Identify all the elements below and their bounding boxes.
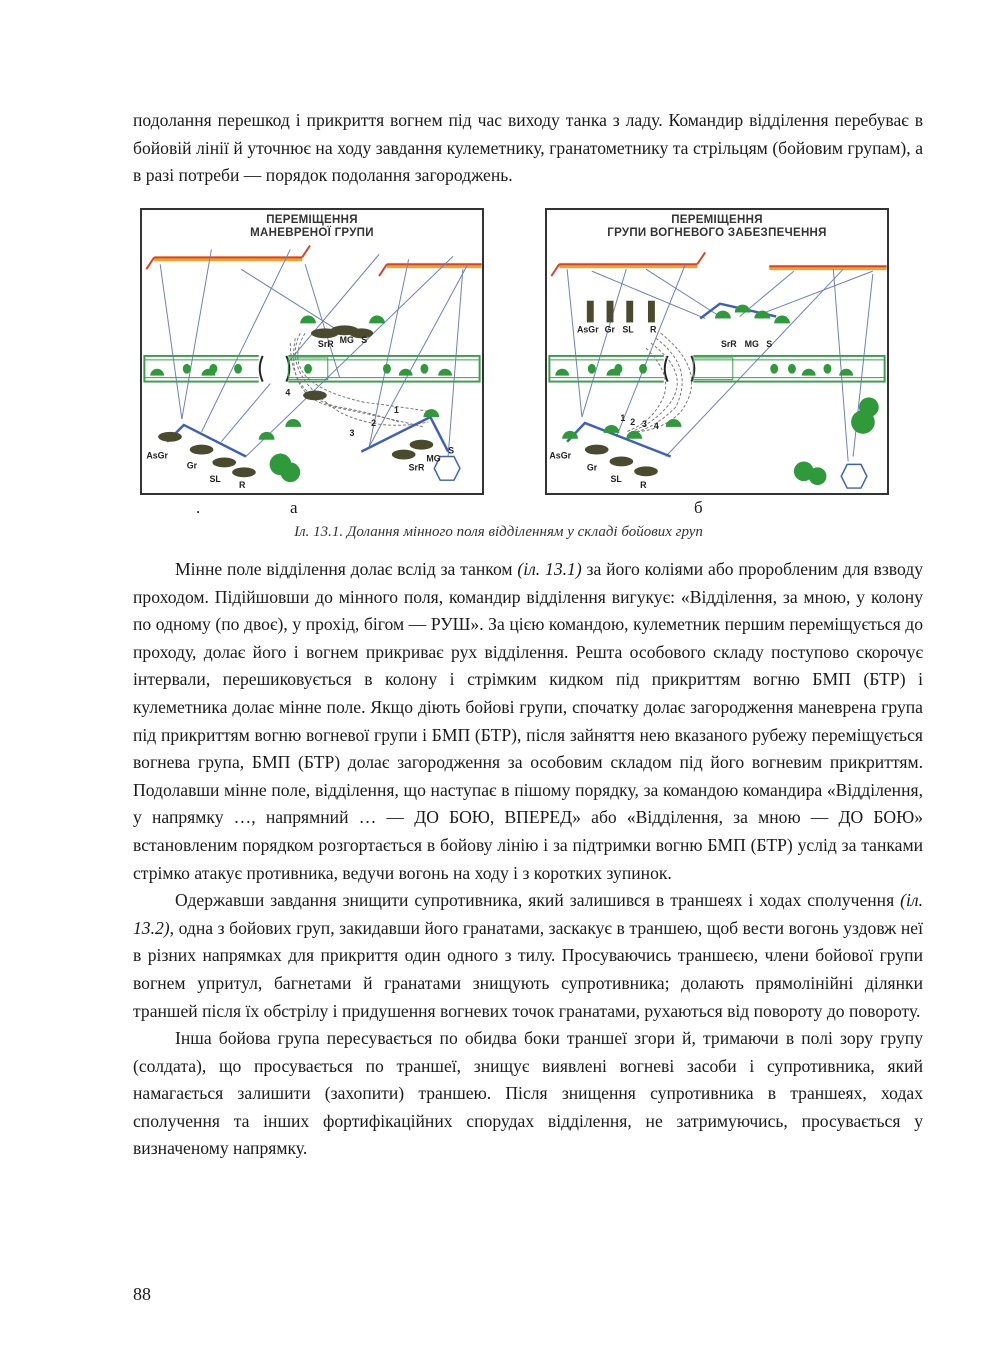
label-n4: 4 [285, 387, 291, 398]
label-r-top: R [649, 324, 657, 335]
figure-reference: (іл. 13.1) [517, 559, 582, 579]
panel-b-title: ПЕРЕМІЩЕННЯ ГРУПИ ВОГНЕВОГО ЗАБЕЗПЕЧЕННЯ [607, 214, 827, 239]
label-asgr-top: AsGr [576, 324, 599, 335]
figure-reference: (іл. 13.2) [133, 890, 923, 938]
figure-panel-b [545, 208, 889, 495]
label-n3: 3 [349, 427, 355, 438]
figure-dot: . [196, 498, 201, 517]
page-number: 88 [133, 1284, 151, 1304]
label-n2-b: 2 [630, 416, 636, 427]
label-r: R [239, 480, 246, 491]
panel-a-title: ПЕРЕМІЩЕННЯ МАНЕВРЕНОЇ ГРУПИ [250, 214, 374, 239]
paragraph-1: Мінне поле відділення долає вслід за танком (іл. 13.1) за його коліями або проробленим для взводу проходом. Підійшовши до мінного поля, командир відділення вигукує: «Відділення, за мною, у колону по одному (по двоє), у прохід, бігом — РУШ». За цією командою, кулеметник першим переміщується до проходу, долає його і вогнем прикриває рух відділення. Решта особового складу поступово скорочує інтервали, перешиковується в колону і стрімким кидком під прикриттям вогню БМП (БТР) і кулеметника долає мінне поле. Якщо діють бойові групи, спочатку долає загородження маневрена група під прикриттям вогню вогневої групи і БМП (БТР), після зайняття нею вказаного рубежу переміщується вогнева група, БМП (БТР) долає загородження за особовим складом під його вогневим прикриттям. Подолавши мінне поле, відділення, що наступає в пішому порядку, за командою командира «Відділення, у напрямку …, напрямний … — ДО БОЮ, ВПЕРЕД» або «Відділення, за мною — ДО БОЮ» встановленим порядком розгортається в бойову лінію і за підтримки вогню БМП (БТР) услід за танками стрімко атакує противника, ведучи вогонь на ходу і з коротких зупинок. [133, 559, 923, 883]
main-text [133, 556, 923, 1163]
label-mg-bottom: MG [426, 453, 441, 464]
panel-b-diagram [547, 210, 887, 493]
label-n3-b: 3 [642, 418, 647, 429]
label-asgr-b: AsGr [549, 450, 572, 461]
label-r-b: R [640, 480, 647, 491]
label-mg-top: MG [339, 335, 354, 346]
panel-a-letter: а [290, 498, 298, 517]
minefield-band-a [144, 354, 479, 384]
panel-b-letter: б [694, 498, 703, 517]
label-n1-b: 1 [620, 413, 626, 424]
figure-caption: Іл. 13.1. Долання мінного поля відділенням у складі бойових груп [294, 524, 703, 540]
bmp-icon-b [841, 464, 867, 488]
label-srr-bottom: SrR [408, 462, 425, 473]
label-s: S [766, 339, 773, 350]
label-sl: SL [209, 474, 221, 485]
label-s-top: S [361, 335, 368, 346]
paragraph-3: Інша бойова група пересувається по обидва боки траншеї згори й, тримаючи в полі зору групу (солдата), що просувається по траншеї, знищує виявлені вогневі засоби і супротивника, який намагається залишити (захопити) траншею. Після знищення супротивника в траншеях, ходах сполучення та інших фортифікаційних спорудах відділення, не затримуючись, просувається у визначеному напрямку. [133, 1028, 923, 1159]
label-sl-top: SL [622, 324, 634, 335]
label-gr: Gr [186, 460, 198, 471]
label-gr-b: Gr [586, 462, 598, 473]
fire-arrows-a [160, 249, 468, 456]
label-n4-b: 4 [653, 420, 659, 431]
label-srr-top: SrR [317, 339, 334, 350]
label-s-bottom: S [448, 445, 454, 456]
label-gr-top: Gr [604, 324, 615, 335]
enemy-trench-right-b [769, 266, 886, 268]
label-mg: MG [744, 339, 759, 350]
panel-a-diagram [142, 210, 482, 493]
label-n2: 2 [371, 417, 377, 428]
label-n1: 1 [393, 405, 399, 416]
paragraph-2: Одержавши завдання знищити супротивника, який залишився в траншеях і ходах сполучення (іл. 13.2), одна з бойових груп, закидавши його гранатами, заскакує в траншею, щоб вести вогонь уздовж неї в різних напрямках для прикриття один одного з тилу. Просуваючись траншеєю, члени бойової групи вогнем упритул, багнетами й гранатами знищують супротивника; долають прямолінійні ділянки траншей після їх обстрілу і придушення вогневих точок гранатами, рухаються від повороту до повороту. [133, 890, 923, 1021]
label-sl-b: SL [610, 474, 622, 485]
top-paragraph: подолання перешкод і прикриття вогнем під час виходу танка з ладу. Командир відділення перебуває в бойовій лінії й уточнює на ходу завдання кулеметнику, гранатометнику та стрільцям (бойовим групам), а в разі потреби — порядок подолання загороджень. [133, 110, 923, 186]
figure-panel-a [140, 208, 484, 495]
enemy-trench-left [146, 245, 310, 269]
label-asgr: AsGr [146, 450, 169, 461]
enemy-trench-right [379, 264, 482, 276]
figure-13-1 [140, 208, 884, 498]
label-srr: SrR [720, 339, 737, 350]
